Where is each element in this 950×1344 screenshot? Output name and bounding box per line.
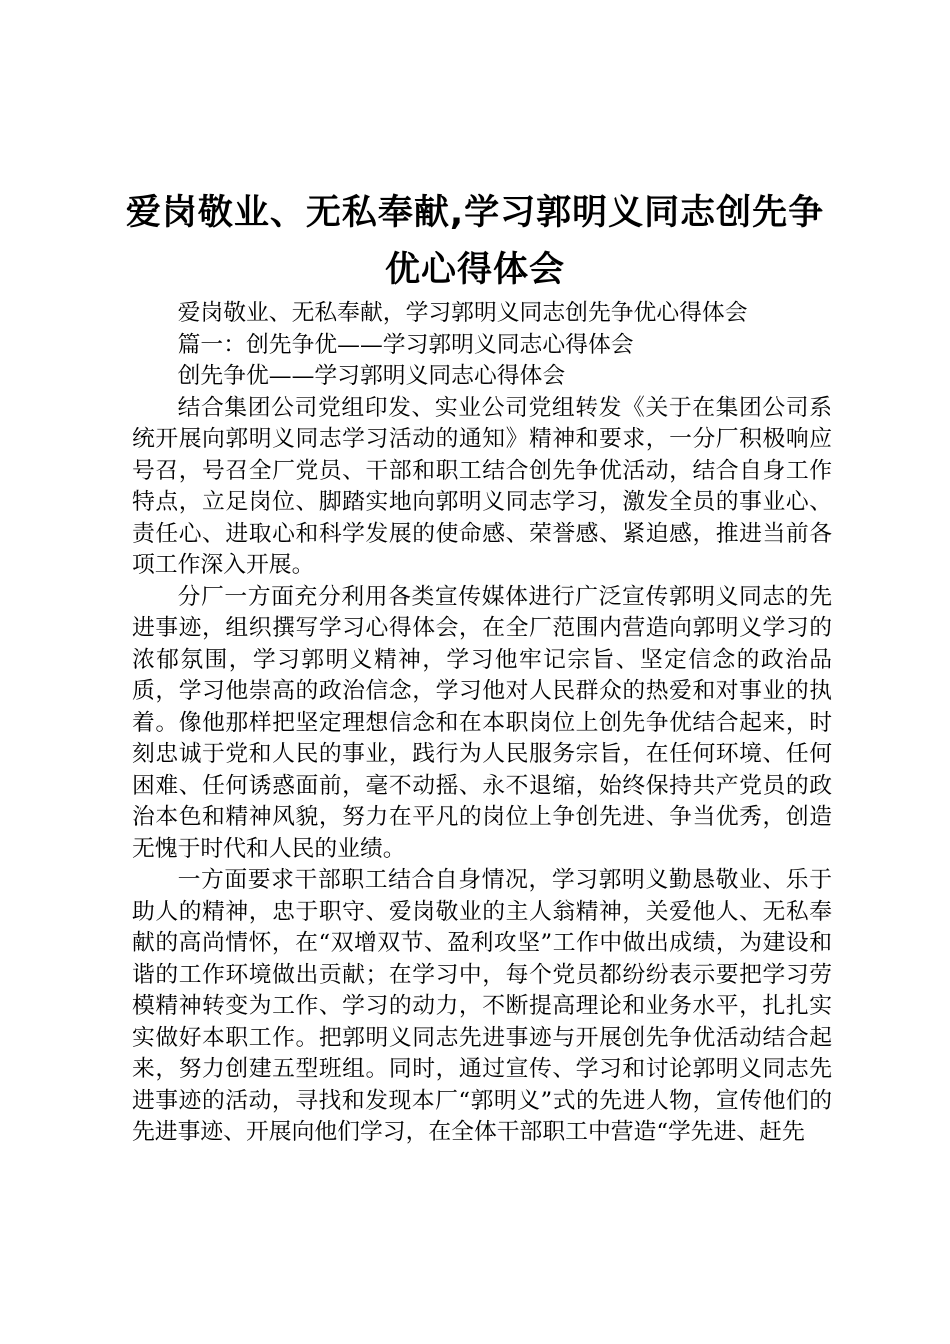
document-title-line-2: 优心得体会 [384,250,565,290]
paragraph-subtitle: 爱岗敬业、无私奉献，学习郭明义同志创先争优心得体会 [177,300,748,326]
paragraph-section-heading: 篇一：创先争优——学习郭明义同志心得体会 [177,331,634,358]
document-body [132,298,832,1149]
document-title-line-1: 爱岗敬业、无私奉献,学习郭明义同志创先争 [125,193,825,233]
paragraph: 结合集团公司党组印发、实业公司党组转发《关于在集团公司系统开展向郭明义同志学习活动的通知》精神和要求，一分厂积极响应号召，号召全厂党员、干部和职工结合创先争优活动，结合自身工作特点，立足岗位、脚踏实地向郭明义同志学习，激发全员的事业心、责任心、进取心和科学发展的使命感、荣誉感、紧迫感，推进当前各项工作深入开展。 [132,394,832,578]
paragraph: 分厂一方面充分利用各类宣传媒体进行广泛宣传郭明义同志的先进事迹，组织撰写学习心得体会，在全厂范围内营造向郭明义学习的浓郁氛围，学习郭明义精神，学习他牢记宗旨、坚定信念的政治品质，学习他崇高的政治信念，学习他对人民群众的热爱和对事业的执着。像他那样把坚定理想信念和在本职岗位上创先争优结合起来，时刻忠诚于党和人民的事业，践行为人民服务宗旨，在任何环境、任何困难、任何诱惑面前，毫不动摇、永不退缩，始终保持共产党员的政治本色和精神风貌，努力在平凡的岗位上争创先进、争当优秀，创造无愧于时代和人民的业绩。 [132,583,832,862]
paragraph: 一方面要求干部职工结合自身情况，学习郭明义勤恳敬业、乐于助人的精神，忠于职守、爱岗敬业的主人翁精神，关爱他人、无私奉献的高尚情怀，在“双增双节、盈利攻坚”工作中做出成绩，为建设和谐的工作环境做出贡献；在学习中，每个党员都纷纷表示要把学习劳模精神转变为工作、学习的动力，不断提高理论和业务水平，扎扎实实做好本职工作。把郭明义同志先进事迹与开展创先争优活动结合起来，努力创建五型班组。同时，通过宣传、学习和讨论郭明义同志先进事迹的活动，寻找和发现本厂“郭明义”式的先进人物，宣传他们的先进事迹、开展向他们学习，在全体干部职工中营造“学先进、赶先 [132,867,832,1145]
paragraph-article-title: 创先争优——学习郭明义同志心得体会 [177,363,566,389]
